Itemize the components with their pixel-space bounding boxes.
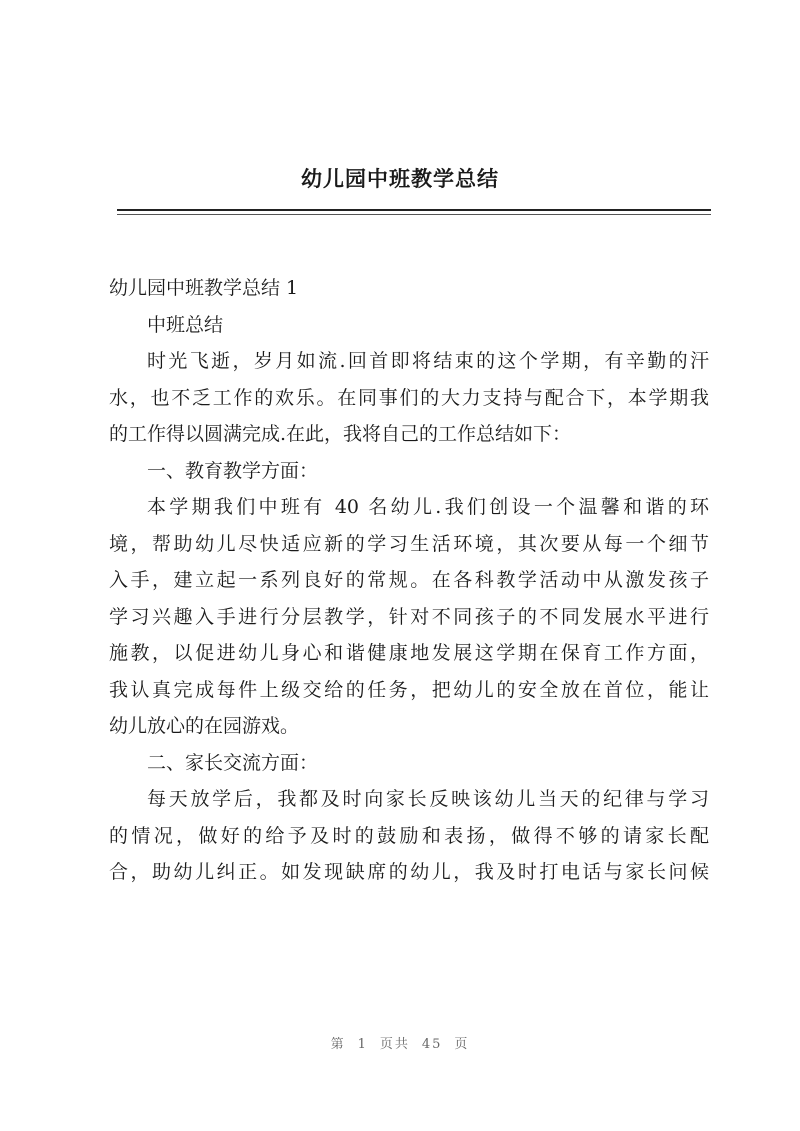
paragraph-line: 每天放学后，我都及时向家长反映该幼儿当天的纪律与学习 xyxy=(147,788,709,810)
footer-page-number: 1 xyxy=(357,1037,368,1052)
footer-total-pages: 45 xyxy=(421,1037,443,1052)
sub-heading: 中班总结 xyxy=(147,313,224,336)
paragraph-line: 境，帮助幼儿尽快适应新的学习生活环境，其次要从每一个细节 xyxy=(109,532,709,555)
paragraph-line: 我认真完成每件上级交给的任务，把幼儿的安全放在首位，能让 xyxy=(109,678,709,701)
sub-heading: 一、教育教学方面： xyxy=(147,459,319,482)
paragraph-line: 本学期我们中班有 40 名幼儿.我们创设一个温馨和谐的环 xyxy=(147,496,709,518)
page-footer xyxy=(0,1033,800,1052)
paragraph-line: 入手，建立起一系列良好的常规。在各科教学活动中从激发孩子 xyxy=(109,569,709,591)
title-rule-thin xyxy=(117,214,711,215)
paragraph-line: 学习兴趣入手进行分层教学，针对不同孩子的不同发展水平进行 xyxy=(109,605,709,628)
paragraph-line: 的情况，做好的给予及时的鼓励和表扬，做得不够的请家长配 xyxy=(109,824,709,847)
section-heading: 幼儿园中班教学总结 1 xyxy=(109,277,299,299)
paragraph-line: 施教，以促进幼儿身心和谐健康地发展这学期在保育工作方面， xyxy=(109,642,709,664)
paragraph-line: 的工作得以圆满完成.在此，我将自己的工作总结如下： xyxy=(109,423,572,445)
paragraph-line: 水，也不乏工作的欢乐。在同事们的大力支持与配合下，本学期我 xyxy=(109,386,709,409)
document-body xyxy=(109,270,709,891)
paragraph-line: 合，助幼儿纠正。如发现缺席的幼儿，我及时打电话与家长问候 xyxy=(109,861,709,883)
footer-middle: 页共 xyxy=(379,1037,410,1052)
sub-heading: 二、家长交流方面： xyxy=(147,751,319,774)
document-title: 幼儿园中班教学总结 xyxy=(301,167,499,191)
footer-suffix: 页 xyxy=(454,1037,470,1052)
paragraph-line: 时光飞逝，岁月如流.回首即将结束的这个学期，有辛勤的汗 xyxy=(147,350,709,372)
paragraph-line: 幼儿放心的在园游戏。 xyxy=(109,715,300,737)
footer-prefix: 第 xyxy=(330,1037,346,1052)
title-rule-thick xyxy=(117,209,711,211)
